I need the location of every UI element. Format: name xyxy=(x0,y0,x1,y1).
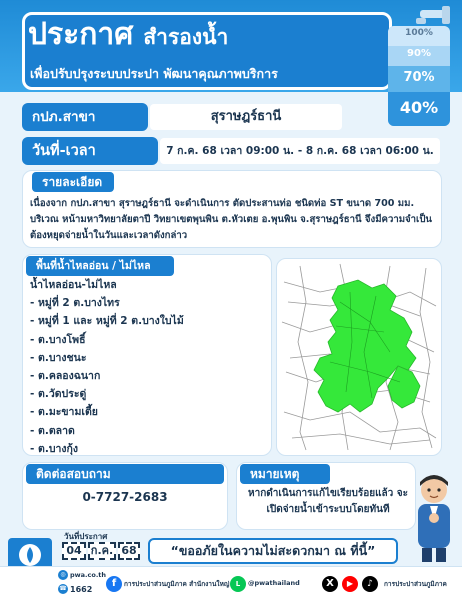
branch-label: กปภ.สาขา xyxy=(22,103,148,131)
announce-year: 68 xyxy=(118,542,140,560)
faucet-icon xyxy=(414,4,454,26)
list-item: - หมู่ที่ 1 และ หมู่ที่ 2 ต.บางใบไม้ xyxy=(30,315,184,328)
footer-line[interactable]: @pwathailand xyxy=(248,579,300,587)
list-item: - ต.บางกุ้ง xyxy=(30,442,78,455)
note-heading: หมายเหตุ xyxy=(240,464,330,484)
list-item: - ต.บางชนะ xyxy=(30,351,87,364)
announce-day: 04 xyxy=(62,542,86,560)
list-item: - ต.คลองฉนาก xyxy=(30,370,101,383)
datetime-label: วันที่-เวลา xyxy=(22,137,158,165)
list-item: - หมู่ที่ 2 ต.บางไทร xyxy=(30,297,120,310)
page-title xyxy=(28,16,388,56)
footer-web[interactable]: pwa.co.th xyxy=(70,571,107,579)
tank-level-40: 40% xyxy=(399,98,439,117)
note-text: หากดำเนินการแก้ไขเรียบร้อยแล้ว จะเปิดจ่ายน้ำเข้าระบบโดยทันที xyxy=(248,488,408,515)
youtube-icon[interactable]: ▶ xyxy=(342,576,358,592)
tank-level-100: 100% xyxy=(405,28,433,38)
areas-heading: พื้นที่น้ำไหลอ่อน / ไม่ไหล xyxy=(26,256,174,276)
areas-intro: น้ำไหลอ่อน-ไม่ไหล xyxy=(30,279,117,291)
contact-heading: ติดต่อสอบถาม xyxy=(26,464,224,484)
line-icon[interactable]: L xyxy=(230,576,246,592)
water-tank-graphic xyxy=(388,26,450,126)
mascot-illustration xyxy=(410,472,458,564)
list-item: - ต.มะขามเตี้ย xyxy=(30,406,98,419)
announce-month: ก.ค. xyxy=(88,542,116,560)
list-item: - ต.วัดประดู่ xyxy=(30,388,87,401)
details-text: เนื่องจาก กปภ.สาขา สุราษฎร์ธานี จะดำเนินการ ตัดประสานท่อ ชนิดท่อ ST ขนาด 700 มม. บริเวณ หน้ามหาวิทยาลัยตาปี วิทยาเขตพุนพิน ต.หัวเตย อ.พุนพิน จ.สุราษฎร์ธานี จึงมีความจำเป็นต้องหยุดจ่ายน้ำในวันและเวลาดังกล่าว xyxy=(30,198,432,241)
footer-org: การประปาส่วนภูมิภาค xyxy=(384,580,447,588)
affected-area-map xyxy=(280,262,438,452)
globe-icon: ◎ xyxy=(58,570,68,580)
details-heading: รายละเอียด xyxy=(32,172,114,192)
page-subtitle: เพื่อปรับปรุงระบบประปา พัฒนาคุณภาพบริการ xyxy=(30,66,278,81)
apology-message: “ขออภัยในความไม่สะดวกมา ณ ที่นี้” xyxy=(148,538,398,564)
footer-hotline[interactable]: 1662 xyxy=(70,585,93,594)
x-icon[interactable]: X xyxy=(322,576,338,592)
list-item: - ต.บางโพธิ์ xyxy=(30,333,86,346)
tank-level-70: 70% xyxy=(403,70,435,85)
list-item: - ต.ตลาด xyxy=(30,424,75,437)
phone-icon: ☎ xyxy=(59,585,67,592)
contact-phone[interactable]: 0-7727-2683 xyxy=(82,490,168,504)
announce-label: วันที่ประกาศ xyxy=(64,532,108,541)
tank-level-90: 90% xyxy=(407,48,431,59)
tiktok-icon[interactable]: ♪ xyxy=(362,576,378,592)
facebook-icon[interactable]: f xyxy=(106,576,122,592)
footer-facebook[interactable]: การประปาส่วนภูมิภาค สำนักงานใหญ่ xyxy=(124,580,230,588)
branch-value: สุราษฎร์ธานี xyxy=(150,104,342,130)
title-main-text: ประกาศ xyxy=(28,17,134,52)
datetime-value: 7 ก.ค. 68 เวลา 09:00 น. - 8 ก.ค. 68 เวลา 06:00 น. xyxy=(160,138,440,164)
areas-list xyxy=(30,276,240,458)
title-sub-text: สำรองน้ำ xyxy=(143,25,229,49)
